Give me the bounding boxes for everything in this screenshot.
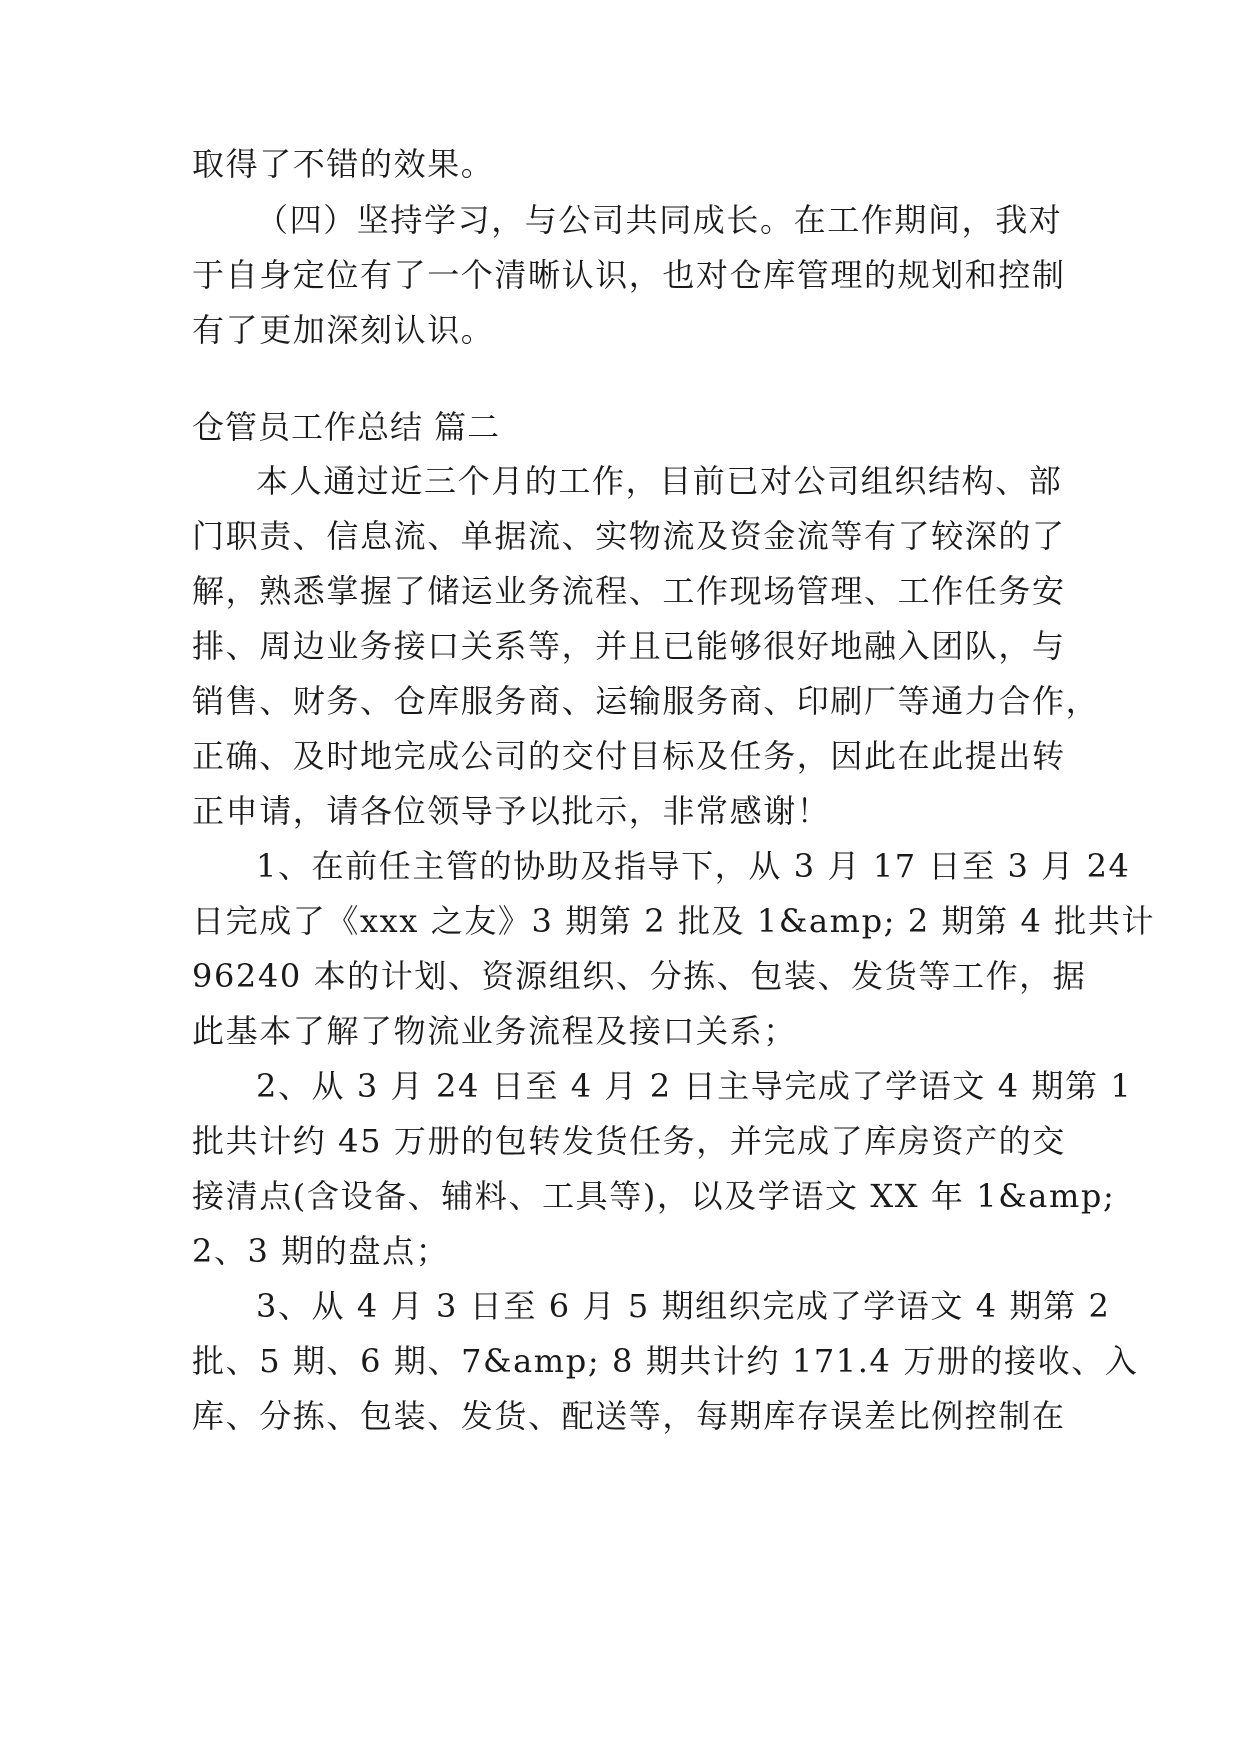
paragraph-line: 接清点(含设备、辅料、工具等)，以及学语文 XX 年 1&amp; (192, 1177, 1116, 1215)
paragraph-line: 此基本了解了物流业务流程及接口关系； (192, 1012, 797, 1050)
paragraph-line: 销售、财务、仓库服务商、运输服务商、印刷厂等通力合作， (192, 682, 1100, 720)
paragraph-line: 正确、及时地完成公司的交付目标及任务，因此在此提出转 (192, 737, 1066, 775)
paragraph-line: 2、3 期的盘点； (192, 1232, 450, 1270)
paragraph-line: 批、5 期、6 期、7&amp; 8 期共计约 171.4 万册的接收、入 (192, 1342, 1139, 1380)
paragraph-line: 库、分拣、包装、发货、配送等，每期库存误差比例控制在 (192, 1397, 1066, 1435)
paragraph-line: 批共计约 45 万册的包转发货任务，并完成了库房资产的交 (192, 1122, 1066, 1160)
paragraph-line: 正申请，请各位领导予以批示，非常感谢！ (192, 792, 831, 830)
paragraph-line: 解，熟悉掌握了储运业务流程、工作现场管理、工作任务安 (192, 572, 1066, 610)
paragraph-line: 有了更加深刻认识。 (192, 311, 495, 349)
paragraph-line: 96240 本的计划、资源组织、分拣、包装、发货等工作，据 (192, 957, 1087, 995)
paragraph-line: 本人通过近三个月的工作，目前已对公司组织结构、部 (256, 462, 1063, 500)
paragraph-line: 排、周边业务接口关系等，并且已能够很好地融入团队，与 (192, 627, 1066, 665)
paragraph-line: 3、从 4 月 3 日至 6 月 5 期组织完成了学语文 4 期第 2 (256, 1287, 1111, 1325)
paragraph-line: （四）坚持学习，与公司共同成长。在工作期间，我对 (256, 201, 1063, 239)
paragraph-line: 门职责、信息流、单据流、实物流及资金流等有了较深的了 (192, 517, 1066, 555)
paragraph-line: 取得了不错的效果。 (192, 145, 495, 183)
paragraph-line: 于自身定位有了一个清晰认识，也对仓库管理的规划和控制 (192, 256, 1066, 294)
section-heading: 仓管员工作总结 篇二 (192, 408, 501, 446)
paragraph-line: 日完成了《xxx 之友》3 期第 2 批及 1&amp; 2 期第 4 批共计 (192, 902, 1156, 940)
paragraph-line: 1、在前任主管的协助及指导下，从 3 月 17 日至 3 月 24 (256, 847, 1131, 885)
paragraph-line: 2、从 3 月 24 日至 4 月 2 日主导完成了学语文 4 期第 1 (256, 1067, 1133, 1105)
